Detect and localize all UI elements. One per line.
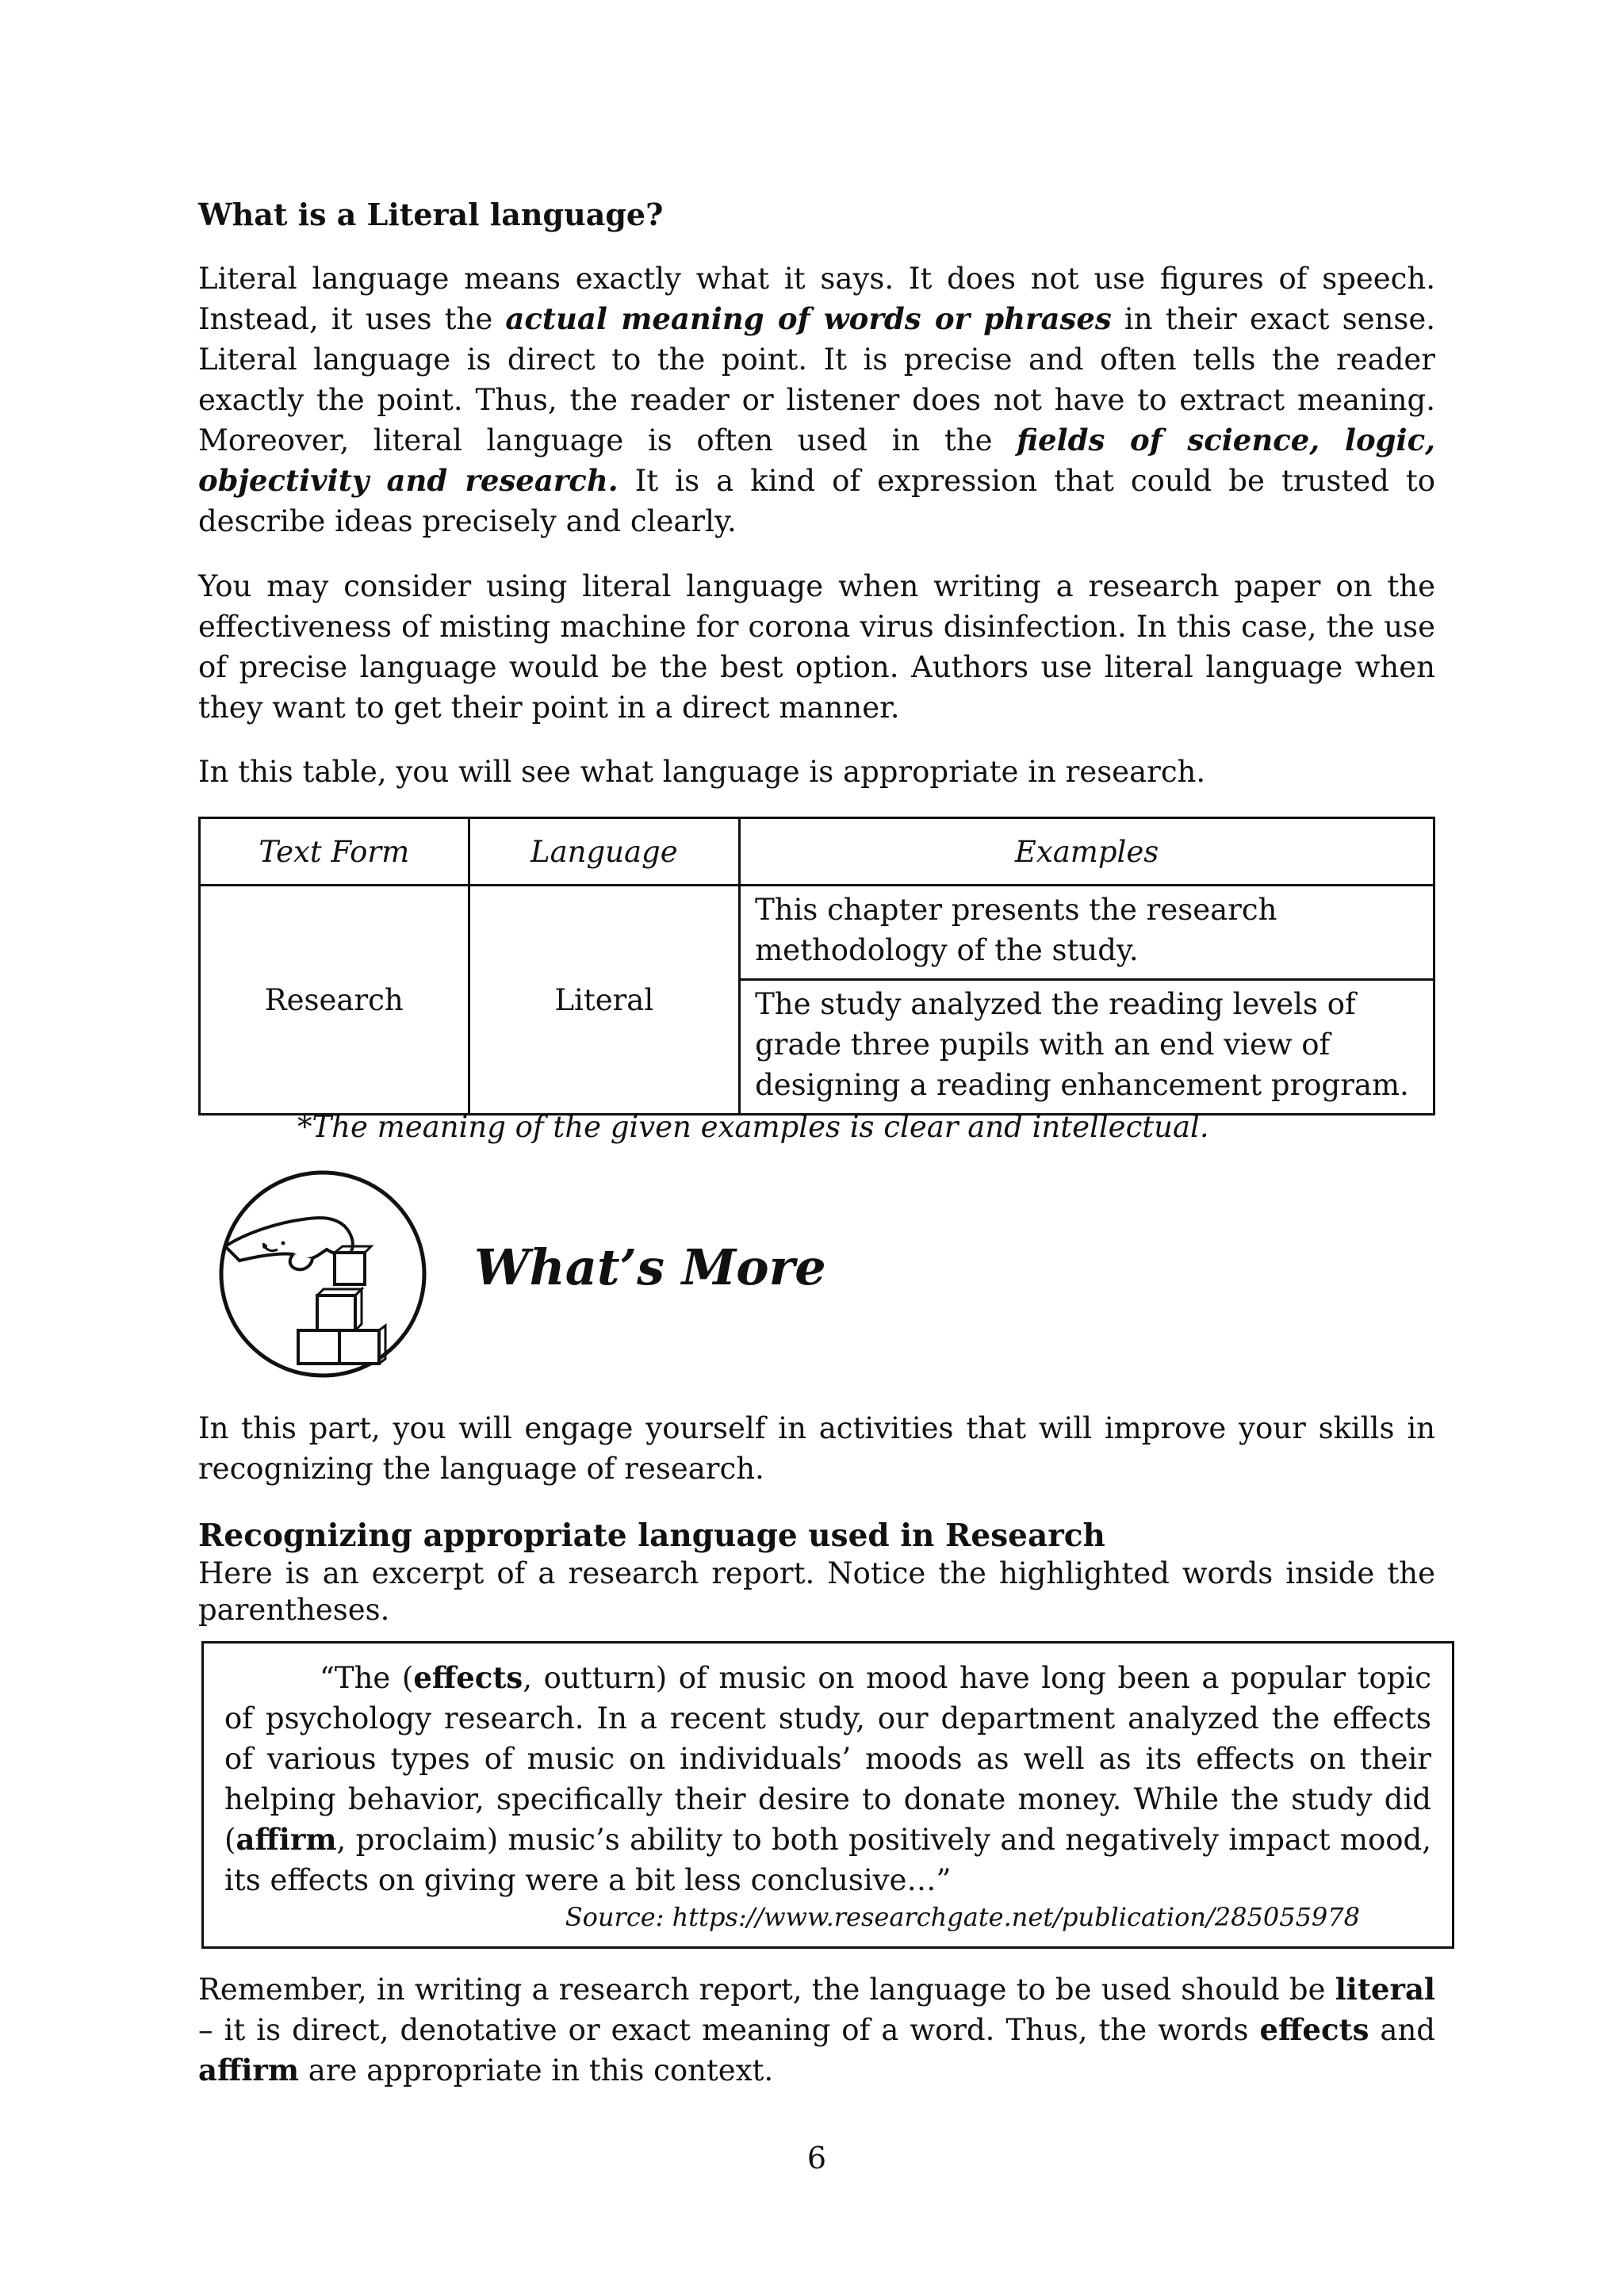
text-run: Remember, in writing a research report, the language to be used should be: [198, 1973, 1335, 2007]
emphasis-affirm: affirm: [198, 2053, 300, 2087]
page-number: 6: [806, 2141, 827, 2175]
emphasis-effects: effects: [1259, 2012, 1369, 2047]
text-run: and: [1369, 2013, 1435, 2047]
text-run: “The (: [320, 1661, 414, 1695]
text-run: , outturn) of music on mood have long been a popular topic of psychology research. In a recent study, our department analyzed the effects of various types of music on individuals’ moods as well as its effects on their helping behavior, specifically their desire to donate money. While the study did (: [224, 1661, 1431, 1857]
table-note: *The meaning of the given examples is clear and intellectual.: [297, 1110, 1209, 1144]
table-row: [200, 886, 1434, 980]
text-run: , proclaim) music’s ability to both positively and negatively impact mood, its effects on giving were a bit less conclusive…”: [224, 1823, 1431, 1897]
excerpt-quote: [224, 1658, 1431, 1900]
whats-more-title: What’s More: [474, 1238, 826, 1296]
table-header-examples: Examples: [740, 818, 1434, 886]
excerpt-source: Source: https://www.researchgate.net/publication/285055978: [565, 1902, 1360, 1932]
table-header-row: [200, 818, 1434, 886]
text-run: It is a kind of expression that could be trusted to describe ideas precisely and clearly.: [198, 464, 1435, 538]
table-cell-text-form: Research: [200, 886, 469, 1115]
paragraph-table-intro: In this table, you will see what language is appropriate in research.: [198, 755, 1206, 789]
emphasis-literal: literal: [1335, 1972, 1435, 2007]
section-heading-recognizing: Recognizing appropriate language used in Research: [198, 1517, 1105, 1554]
emphasis-fields: fields of science, logic, objectivity and research.: [198, 423, 1435, 498]
paragraph-excerpt-intro: Here is an excerpt of a research report. Notice the highlighted words inside the parentheses.: [198, 1556, 1435, 1627]
hand-stacking-blocks-icon: [216, 1167, 430, 1381]
highlight-effects: effects: [413, 1660, 523, 1695]
paragraph-conclusion: [198, 1969, 1435, 2091]
table-cell-language: Literal: [469, 886, 740, 1115]
table-header-language: Language: [469, 818, 740, 886]
table-header-text-form: Text Form: [200, 818, 469, 886]
text-run: – it is direct, denotative or exact meaning of a word. Thus, the words: [198, 2013, 1260, 2047]
text-run: in their exact sense. Literal language is direct to the point. It is precise and often tells the reader exactly the point. Thus, the reader or listener does not have to extract meaning. Moreover, literal language is often used in the: [198, 302, 1435, 457]
excerpt-box: [201, 1641, 1454, 1949]
paragraph-research-example: You may consider using literal language when writing a research paper on the effectiveness of misting machine for corona virus disinfection. In this case, the use of precise language would be the best option. Authors use literal language when they want to get their point in a direct manner.: [198, 569, 1435, 725]
paragraph-literal-definition: [198, 258, 1435, 541]
emphasis-actual-meaning: actual meaning of words or phrases: [505, 301, 1112, 336]
section-heading-literal-language: What is a Literal language?: [198, 197, 664, 232]
table-cell-example-1: This chapter presents the research methodology of the study.: [740, 886, 1434, 980]
text-run: are appropriate in this context.: [299, 2053, 774, 2087]
text-run: Literal language means exactly what it says. It does not use figures of speech. Instead, it uses the: [198, 262, 1435, 336]
language-table: [198, 817, 1435, 1115]
paragraph-whats-more-intro: In this part, you will engage yourself in activities that will improve your skills in recognizing the language of research.: [198, 1411, 1435, 1486]
table-cell-example-2: The study analyzed the reading levels of grade three pupils with an end view of designing a reading enhancement program.: [740, 980, 1434, 1115]
highlight-affirm: affirm: [236, 1822, 337, 1857]
